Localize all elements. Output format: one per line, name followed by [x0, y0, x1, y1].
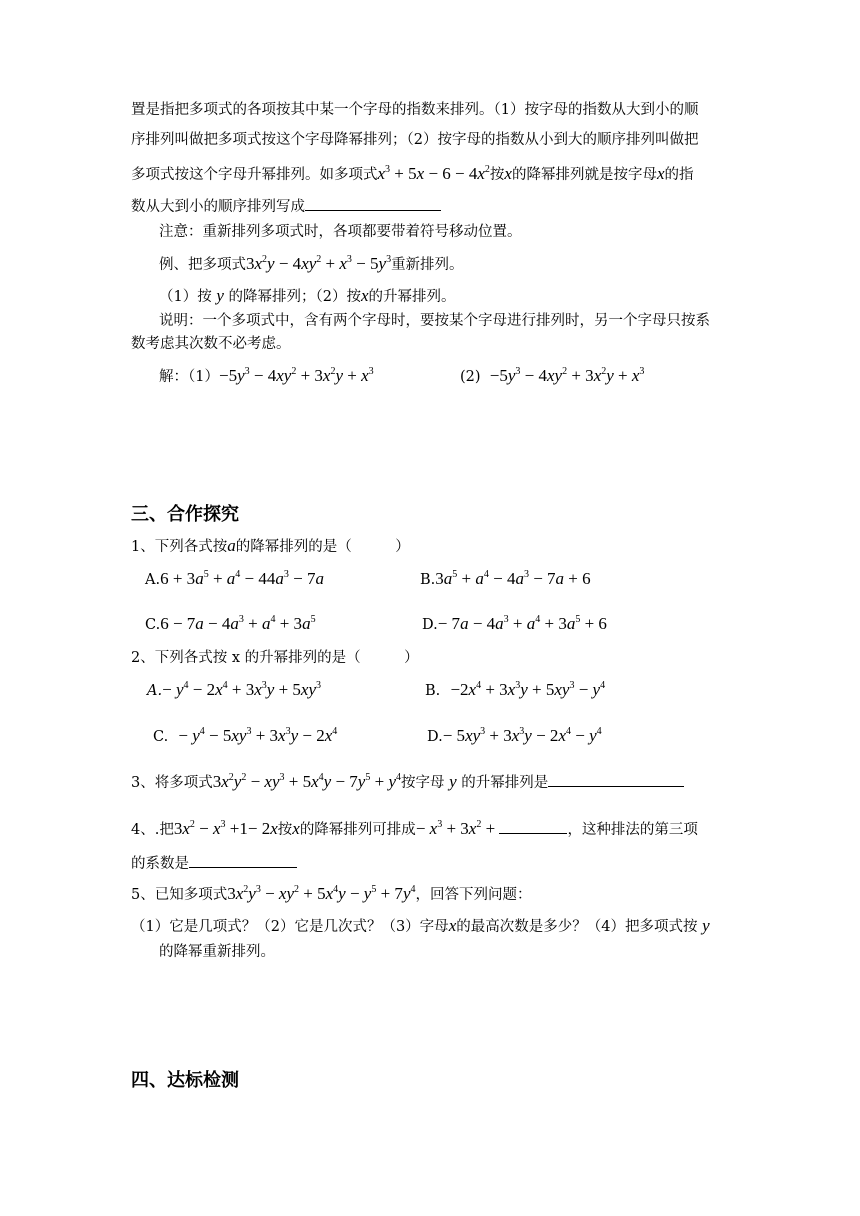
- solution-2-line: $(2) -5y^3 - 4xy^2 + 3x^2y + x^3$: [460, 366, 645, 385]
- section-3-title: 三、合作探究: [131, 504, 239, 525]
- q3-polynomial: $3x^2y^2 - xy^3 + 5x^4y - 7y^5 + y^4$: [212, 772, 401, 791]
- q3-answer-blank[interactable]: [548, 772, 684, 787]
- q4-polynomial: $3x^2 - x^3 +1- 2x$: [173, 819, 278, 838]
- intro-line-3: 多项式按这个字母升幂排列。如多项式$x^3 + 5x - 6 - 4x^2$按x的降幂排列就是按字母x的指: [131, 164, 694, 183]
- example-polynomial-2: $3x^2y - 4xy^2 + x^3 - 5y^3$: [246, 254, 392, 273]
- q1-option-d[interactable]: $D.- 7a - 4a^3 + a^4 + 3a^5 + 6$: [422, 614, 607, 633]
- section-4-title: 四、达标检测: [131, 1070, 239, 1091]
- example-polynomial-1: $x^3 + 5x - 6 - 4x^2$: [377, 164, 490, 183]
- question-3: 3、将多项式$3x^2y^2 - xy^3 + 5x^4y - 7y^5 + y^4$按字母 y 的升幂排列是: [131, 772, 684, 793]
- question-4-line-2: 的系数是: [131, 853, 297, 874]
- note-line: 注意：重新排列多项式时，各项都要带着符号移动位置。: [159, 224, 522, 240]
- question-2: 2、下列各式按 x 的升幂排列的是（ ）: [131, 650, 419, 666]
- intro-line-1: 置是指把多项式的各项按其中某一个字母的指数来排列。（1）按字母的指数从大到小的顺: [131, 102, 699, 118]
- solution-2: $-5y^3 - 4xy^2 + 3x^2y + x^3$: [489, 366, 645, 385]
- question-5-sub-2: 的降幂重新排列。: [159, 944, 275, 960]
- q2-option-a[interactable]: $A.- y^4 - 2x^4 + 3x^3y + 5xy^3$: [147, 680, 321, 699]
- solution-line: 解：$(1)-5y^3 - 4xy^2 + 3x^2y + x^3$: [159, 366, 374, 385]
- question-5: 5、已知多项式$3x^2y^3 - xy^2 + 5x^4y - y^5 + 7y^4$，回答下列问题：: [131, 884, 532, 903]
- example-line: 例、把多项式$3x^2y - 4xy^2 + x^3 - 5y^3$重新排列。: [159, 254, 464, 273]
- intro-line-4: 数从大到小的顺序排列写成: [131, 196, 441, 217]
- q2-option-b[interactable]: B. $-2x^4 + 3x^3y + 5xy^3 - y^4$: [425, 680, 606, 699]
- answer-blank[interactable]: [305, 196, 441, 211]
- q2-option-c[interactable]: C. − $y^4 - 5xy^3 + 3x^3y - 2x^4$: [153, 726, 338, 745]
- tasks-line: （1）按 y 的降幂排列；（2）按x的升幂排列。: [159, 286, 456, 305]
- solution-1: $-5y^3 - 4xy^2 + 3x^2y + x^3$: [218, 366, 374, 385]
- explain-line-2: 数考虑其次数不必考虑。: [131, 336, 291, 352]
- q1-option-b[interactable]: $B.3a^5 + a^4 - 4a^3 - 7a + 6$: [420, 569, 591, 588]
- explain-line-1: 说明：一个多项式中，含有两个字母时，要按某个字母进行排列时，另一个字母只按系: [159, 313, 710, 329]
- q1-option-a[interactable]: $A.6 + 3a^5 + a^4 - 44a^3 - 7a$: [145, 569, 324, 588]
- q2-option-d[interactable]: $D.- 5xy^3 + 3x^3y - 2x^4 - y^4$: [427, 726, 602, 745]
- q5-polynomial: $3x^2y^3 - xy^2 + 5x^4y - y^5 + 7y^4$: [227, 884, 416, 903]
- q1-option-c[interactable]: $C.6 - 7a - 4a^3 + a^4 + 3a^5$: [145, 614, 316, 633]
- q4-answer-blank[interactable]: [499, 819, 567, 834]
- question-4: 4、.把$3x^2 - x^3 +1- 2x$按x的降幂排列可排成− $x^3 + 3x^2$ + ，这种排法的第三项: [131, 819, 698, 838]
- intro-line-2: 序排列叫做把多项式按这个字母降幂排列；（2）按字母的指数从小到大的顺序排列叫做把: [131, 132, 699, 148]
- question-1: 1、下列各式按a的降幂排列的是（ ）: [131, 536, 410, 555]
- question-5-sub-1: （1）它是几项式？（2）它是几次式？（3）字母x的最高次数是多少？（4）把多项式按 y: [131, 916, 710, 935]
- q4-coefficient-blank[interactable]: [189, 853, 297, 868]
